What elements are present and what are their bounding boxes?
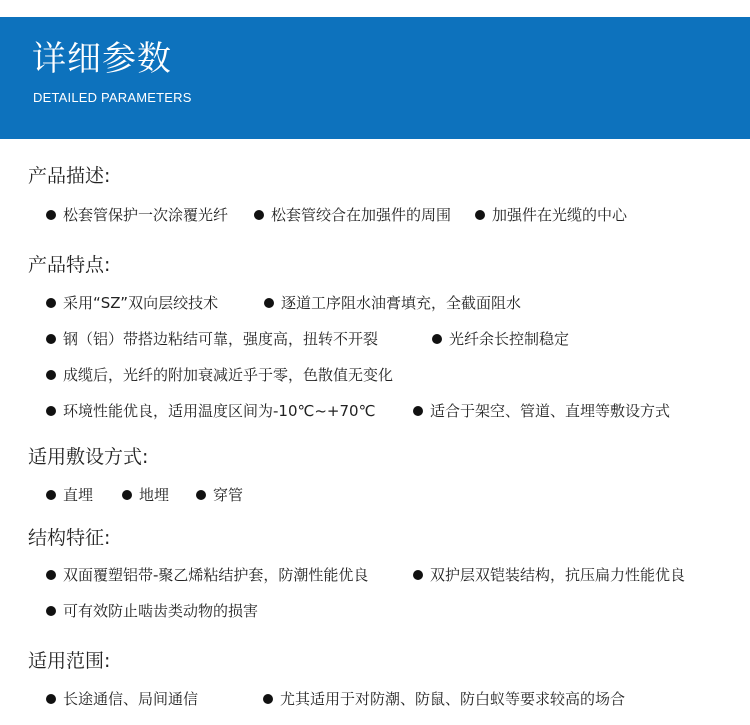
bullet-icon	[413, 406, 423, 416]
section-title-laying-methods: 适用敷设方式:	[28, 446, 149, 468]
bullet-icon	[432, 334, 442, 344]
bullet-row	[0, 292, 750, 314]
section-title-scope: 适用范围:	[28, 650, 111, 672]
bullet-icon	[46, 490, 56, 500]
bullet-row	[0, 484, 750, 506]
section-title-structure: 结构特征:	[28, 527, 111, 549]
bullet-item: 地埋	[122, 484, 169, 506]
bullet-icon	[196, 490, 206, 500]
bullet-icon	[413, 570, 423, 580]
bullet-icon	[263, 694, 273, 704]
section-title-description: 产品描述:	[28, 165, 111, 187]
bullet-icon	[475, 210, 485, 220]
bullet-item: 长途通信、局间通信	[46, 688, 198, 710]
bullet-item: 松套管保护一次涂覆光纤	[46, 204, 228, 226]
bullet-item: 尤其适用于对防潮、防鼠、防白蚁等要求较高的场合	[263, 688, 625, 710]
bullet-row	[0, 400, 750, 422]
bullet-item: 采用“SZ”双向层绞技术	[46, 292, 218, 314]
top-margin	[0, 0, 750, 17]
bullet-icon	[254, 210, 264, 220]
bullet-item: 松套管绞合在加强件的周围	[254, 204, 451, 226]
bullet-item: 可有效防止啮齿类动物的损害	[46, 600, 258, 622]
page-subtitle: DETAILED PARAMETERS	[33, 90, 192, 105]
bullet-item: 成缆后，光纤的附加衰减近乎于零，色散值无变化	[46, 364, 393, 386]
bullet-icon	[46, 210, 56, 220]
bullet-item: 双面覆塑铝带-聚乙烯粘结护套，防潮性能优良	[46, 564, 368, 586]
bullet-row	[0, 688, 750, 710]
bullet-row	[0, 364, 750, 386]
bullet-item: 适合于架空、管道、直埋等敷设方式	[413, 400, 670, 422]
bullet-item: 逐道工序阻水油膏填充，全截面阻水	[264, 292, 521, 314]
bullet-row	[0, 204, 750, 226]
bullet-item: 穿管	[196, 484, 243, 506]
bullet-item: 直埋	[46, 484, 93, 506]
bullet-icon	[264, 298, 274, 308]
bullet-row	[0, 600, 750, 622]
section-title-features: 产品特点:	[28, 254, 111, 276]
bullet-item: 加强件在光缆的中心	[475, 204, 627, 226]
bullet-icon	[46, 406, 56, 416]
bullet-item: 钢（铝）带搭边粘结可靠，强度高，扭转不开裂	[46, 328, 378, 350]
bullet-item: 光纤余长控制稳定	[432, 328, 569, 350]
header-banner	[0, 17, 750, 139]
bullet-icon	[46, 694, 56, 704]
bullet-row	[0, 328, 750, 350]
bullet-icon	[46, 298, 56, 308]
page-title: 详细参数	[32, 39, 172, 79]
bullet-icon	[46, 570, 56, 580]
bullet-icon	[46, 370, 56, 380]
bullet-row	[0, 564, 750, 586]
bullet-item: 双护层双铠装结构，抗压扁力性能优良	[413, 564, 685, 586]
bullet-icon	[122, 490, 132, 500]
bullet-icon	[46, 334, 56, 344]
bullet-item: 环境性能优良，适用温度区间为-10℃~+70℃	[46, 400, 375, 422]
bullet-icon	[46, 606, 56, 616]
